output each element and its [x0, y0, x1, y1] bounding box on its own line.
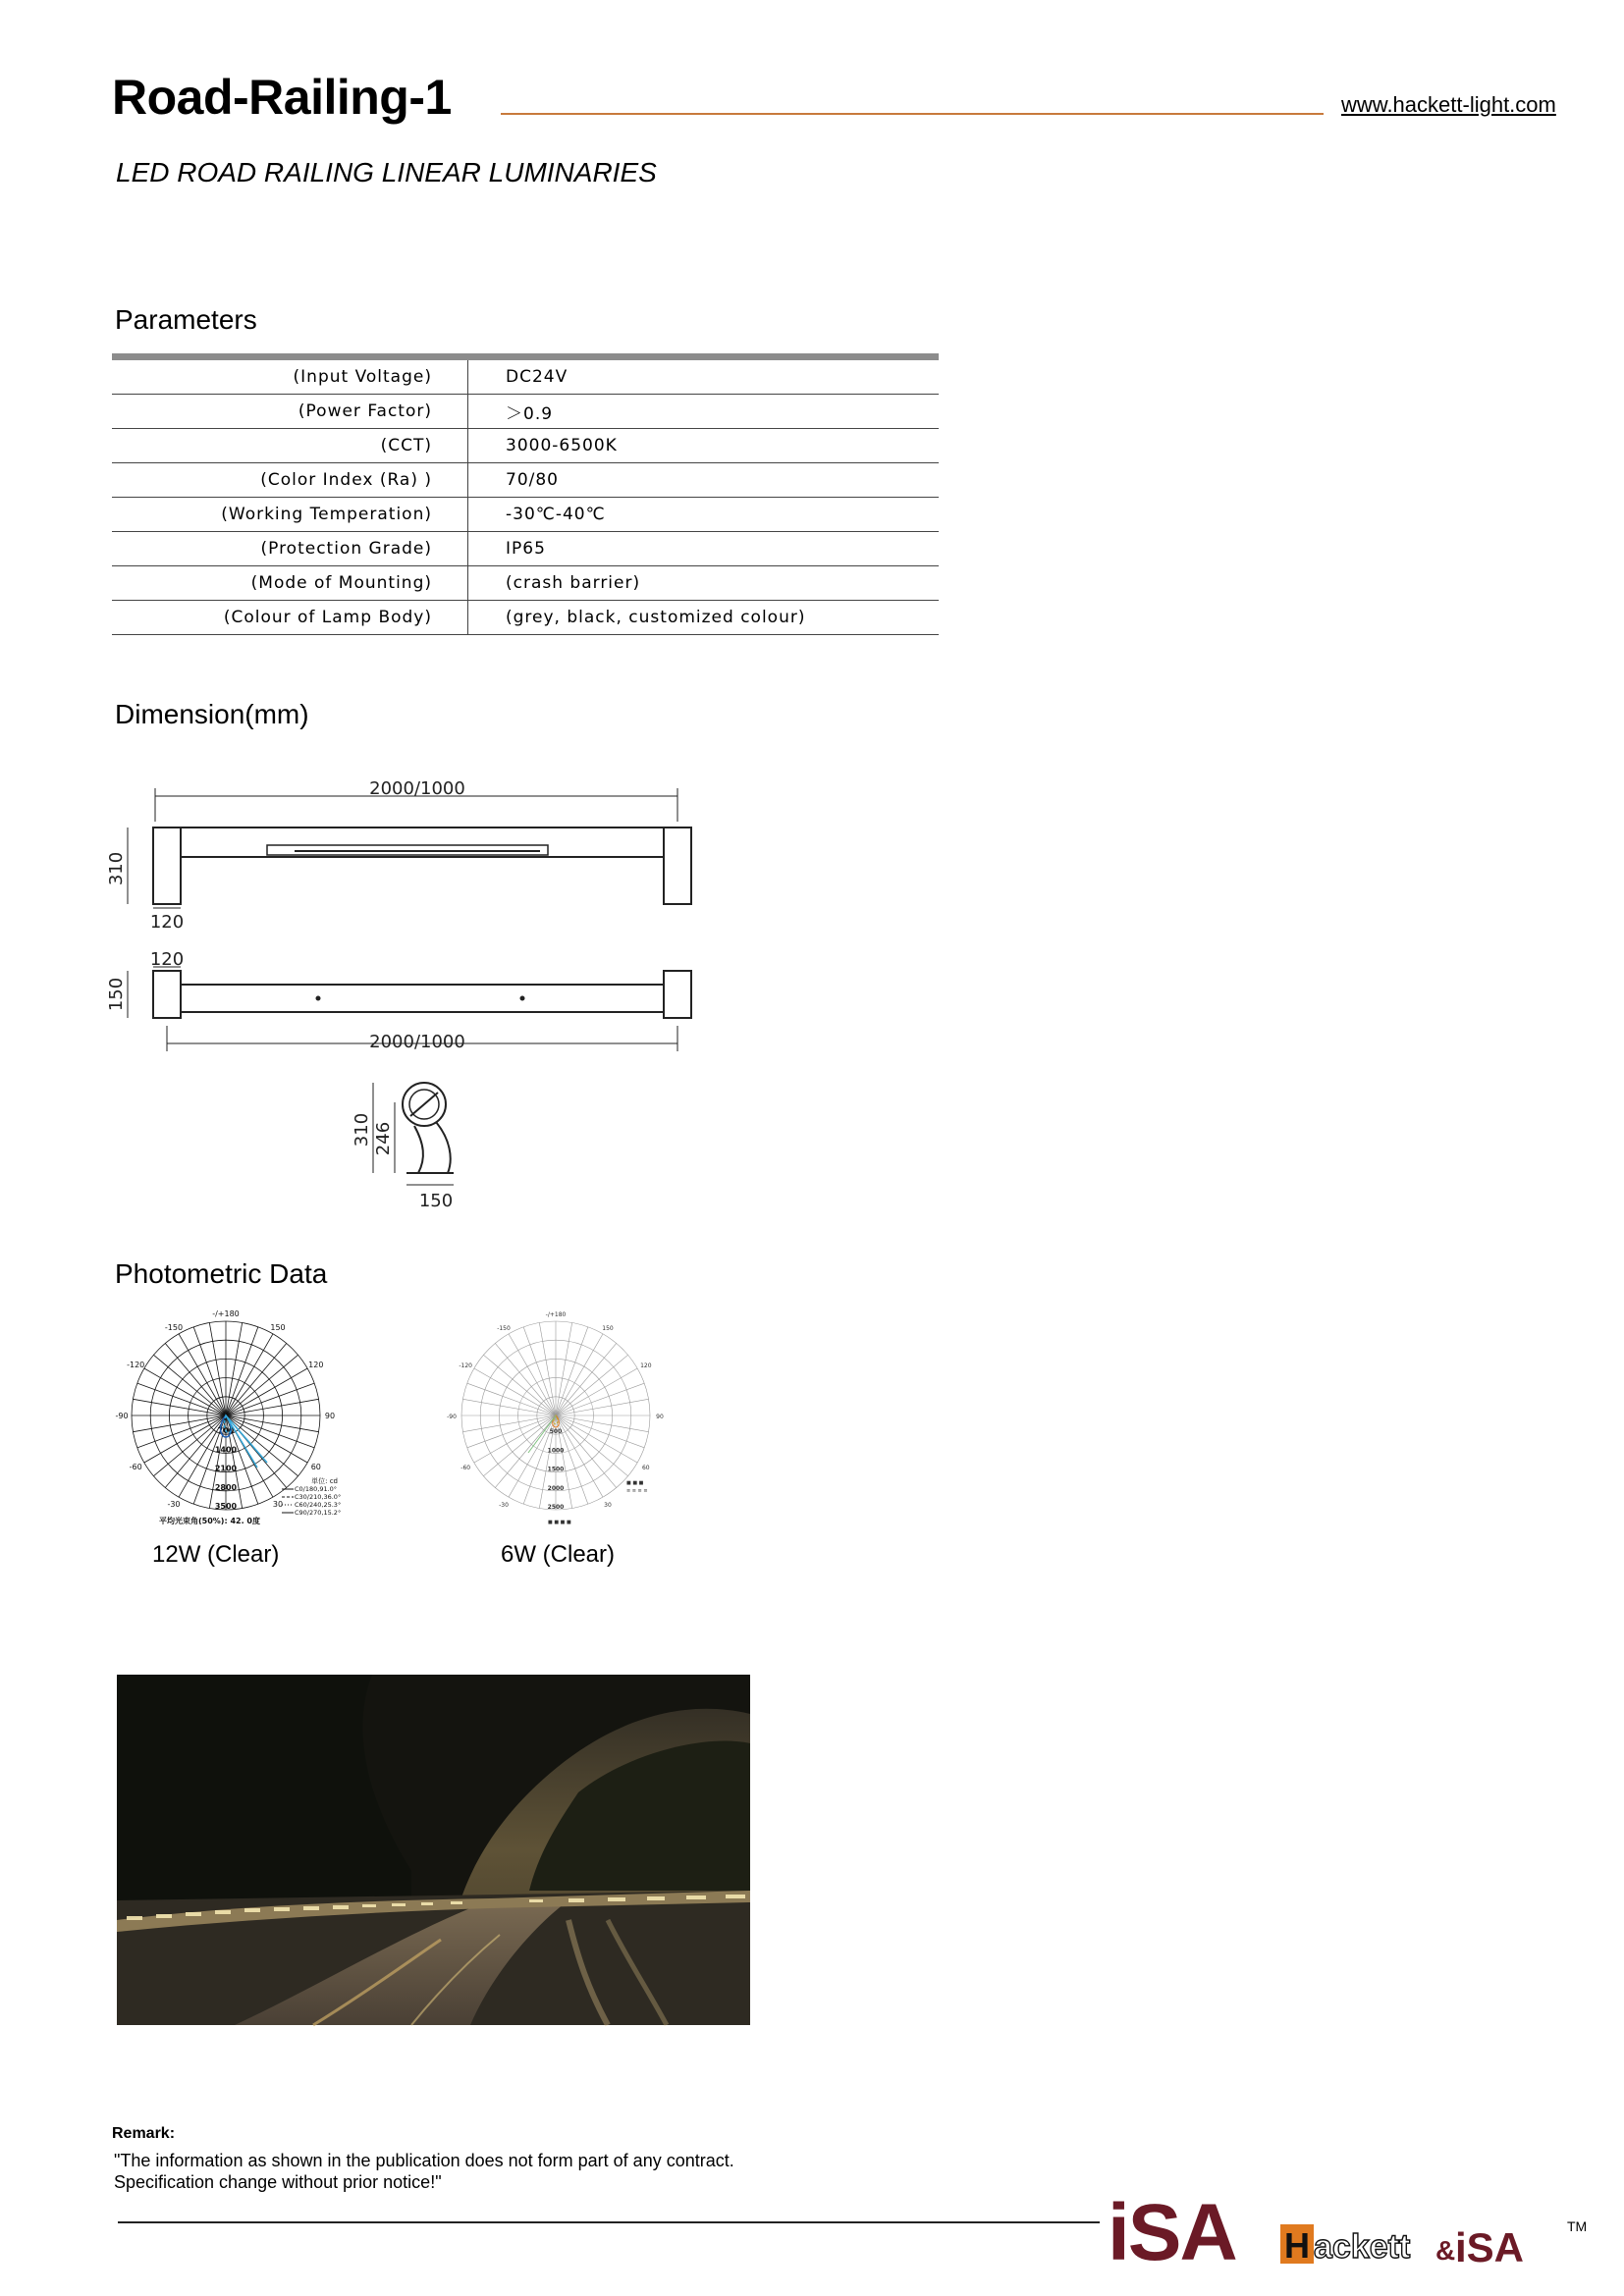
hackett-initial: H — [1284, 2225, 1310, 2266]
side-total-label: 310 — [352, 1112, 372, 1148]
polar-radial-label: 2100 — [214, 1464, 238, 1473]
polar-radial-label: 2500 — [547, 1504, 565, 1511]
length-bottom-label: 2000/1000 — [369, 1032, 465, 1052]
beam-angle-note: 平均光束角(50%): 42. 0度 — [159, 1517, 260, 1525]
remark-line-2: Specification change without prior notice!" — [114, 2172, 442, 2192]
polar-radial-label: 1000 — [547, 1447, 565, 1455]
chart-caption-6w: 6W (Clear) — [501, 1541, 616, 1568]
polar-angle-label: 90 — [656, 1414, 664, 1420]
parameter-row — [112, 532, 939, 566]
polar-angle-label: 60 — [641, 1465, 650, 1471]
parameter-row — [112, 498, 939, 532]
svg-text:≡ ≡ ≡ ≡: ≡ ≡ ≡ ≡ — [626, 1488, 648, 1494]
parameter-value: -30℃-40℃ — [468, 498, 940, 532]
legend-entry: C60/240,25.3° — [295, 1501, 342, 1509]
parameters-table — [112, 353, 939, 635]
remark-line-1: "The information as shown in the publication does not form part of any contract. — [114, 2151, 734, 2170]
svg-text:単位: cd: 単位: cd — [311, 1477, 338, 1485]
hackett-wordmark: ackett — [1314, 2228, 1411, 2266]
polar-angle-label: -90 — [447, 1414, 457, 1420]
polar-radial-label: 500 — [549, 1428, 563, 1436]
website-link[interactable]: www.hackett-light.com — [1341, 92, 1556, 117]
parameter-label: (CCT) — [112, 429, 468, 463]
parameter-row — [112, 601, 939, 635]
polar-radial-label: 2800 — [214, 1482, 238, 1492]
parameter-value: 3000-6500K — [468, 429, 940, 463]
parameter-label: (Mode of Mounting) — [112, 566, 468, 601]
parameter-value: 70/80 — [468, 463, 940, 498]
post-width-top-label: 120 — [149, 949, 185, 970]
polar-angle-label: -120 — [127, 1361, 145, 1369]
legend-entry: C90/270,15.2° — [295, 1509, 342, 1517]
brand-isa: iSA — [1455, 2224, 1525, 2270]
parameter-label: (Colour of Lamp Body) — [112, 601, 468, 635]
polar-angle-label: 150 — [270, 1322, 286, 1332]
polar-angle-label: -30 — [167, 1500, 181, 1510]
parameter-value: DC24V — [468, 357, 940, 395]
polar-angle-label: -60 — [129, 1463, 142, 1471]
remark-label: Remark: — [112, 2125, 176, 2142]
parameter-value: (crash barrier) — [468, 566, 940, 601]
polar-angle-label: -150 — [497, 1324, 511, 1332]
polar-radial-label: 1500 — [547, 1466, 565, 1473]
polar-angle-label: 90 — [324, 1412, 336, 1420]
side-view — [352, 1083, 454, 1211]
legend-entry: C0/180,91.0° — [295, 1485, 338, 1493]
depth-top-label: 150 — [106, 977, 127, 1012]
parameter-row — [112, 463, 939, 498]
polar-angle-label: -/+180 — [212, 1309, 240, 1318]
parameter-row — [112, 395, 939, 429]
chart-caption-12w: 12W (Clear) — [152, 1541, 280, 1568]
parameter-value: IP65 — [468, 532, 940, 566]
svg-text:■ ■ ■: ■ ■ ■ — [626, 1480, 644, 1486]
hackett-isa-logo — [1280, 2220, 1565, 2269]
dimension-drawing — [108, 761, 717, 1232]
polar-angle-label: -120 — [459, 1362, 473, 1369]
parameter-row — [112, 429, 939, 463]
polar-angle-label: 30 — [604, 1502, 612, 1510]
page-subtitle: LED ROAD RAILING LINEAR LUMINARIES — [116, 157, 657, 187]
polar-angle-label: 150 — [602, 1324, 614, 1332]
parameters-heading: Parameters — [115, 304, 257, 335]
polar-radial-label: 700 — [217, 1426, 235, 1436]
parameter-label: (Input Voltage) — [112, 357, 468, 395]
polar-angle-label: -150 — [164, 1322, 184, 1332]
polar-radial-label: 1400 — [214, 1445, 238, 1455]
top-view — [106, 949, 691, 1052]
isa-logo: iSA — [1108, 2188, 1236, 2277]
front-view — [106, 778, 691, 933]
parameter-row — [112, 357, 939, 395]
parameter-label: (Power Factor) — [112, 395, 468, 429]
page-title: Road-Railing-1 — [112, 70, 452, 125]
parameter-label: (Color Index (Ra) ) — [112, 463, 468, 498]
polar-angle-label: -90 — [115, 1412, 129, 1420]
post-width-label: 120 — [149, 912, 185, 933]
side-base-label: 150 — [418, 1191, 454, 1211]
svg-text:■ ■ ■ ■: ■ ■ ■ ■ — [548, 1520, 571, 1525]
parameter-value: (grey, black, customized colour) — [468, 601, 940, 635]
polar-angle-label: 120 — [640, 1362, 652, 1369]
length-top-label: 2000/1000 — [369, 778, 465, 799]
trademark-mark: TM — [1567, 2218, 1588, 2234]
polar-angle-label: 120 — [308, 1361, 324, 1369]
side-inner-label: 246 — [373, 1121, 394, 1156]
application-photo — [117, 1675, 750, 2025]
brand-ampersand: & — [1435, 2235, 1456, 2266]
polar-chart-6w — [447, 1306, 685, 1531]
footer-rule — [118, 2221, 1100, 2223]
polar-angle-label: -/+180 — [545, 1311, 567, 1318]
polar-angle-label: 60 — [310, 1463, 321, 1471]
polar-angle-label: -30 — [499, 1502, 509, 1510]
polar-angle-label: 30 — [272, 1500, 284, 1510]
parameter-label: (Working Temperation) — [112, 498, 468, 532]
polar-radial-label: 2000 — [547, 1484, 565, 1492]
legend-entry: C30/210,36.0° — [295, 1493, 342, 1501]
title-rule — [501, 113, 1324, 115]
parameter-label: (Protection Grade) — [112, 532, 468, 566]
polar-chart-12w — [115, 1306, 355, 1531]
parameter-value: ＞0.9 — [468, 395, 940, 429]
dimension-heading: Dimension(mm) — [115, 699, 309, 729]
photometric-heading: Photometric Data — [115, 1258, 328, 1289]
height-front-label: 310 — [106, 851, 127, 886]
polar-radial-label: 3500 — [214, 1502, 238, 1511]
polar-angle-label: -60 — [460, 1465, 471, 1471]
parameter-row — [112, 566, 939, 601]
